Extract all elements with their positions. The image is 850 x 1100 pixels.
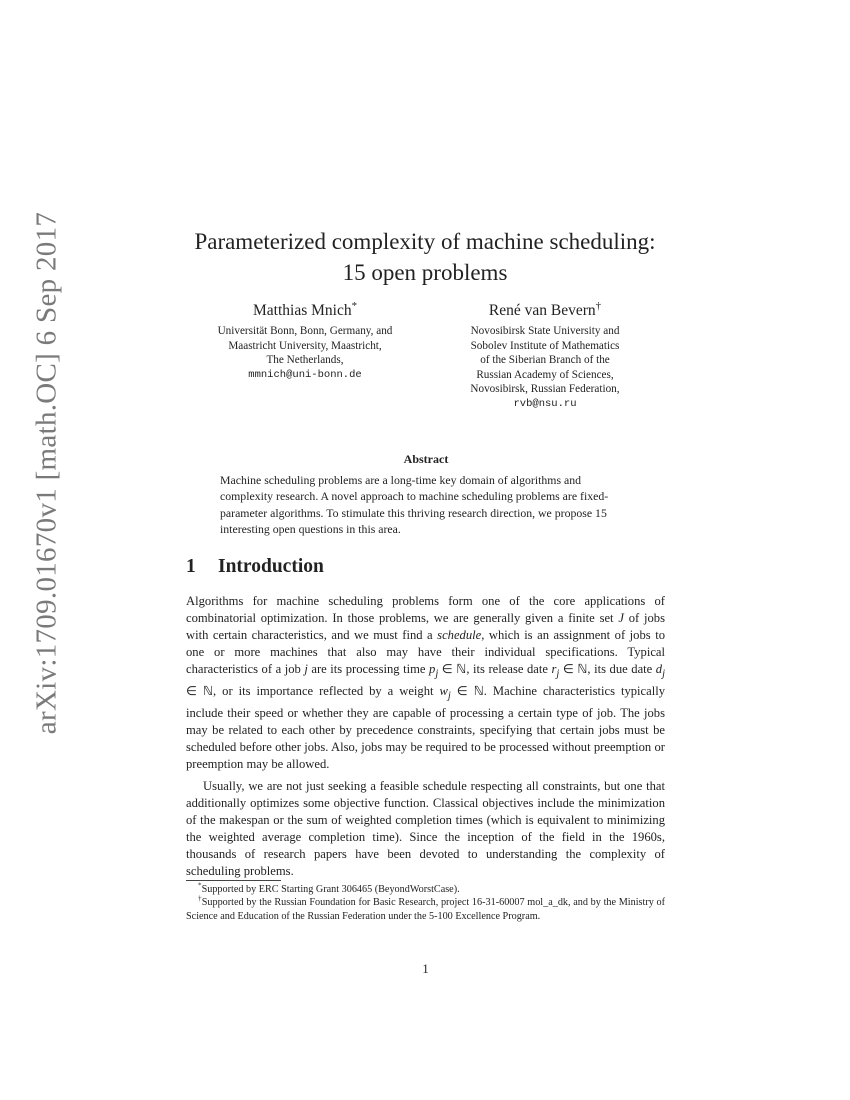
author-block-1 — [190, 299, 420, 382]
abstract-text: Machine scheduling problems are a long-time key domain of algorithms and complexity research. A novel approach to machine scheduling problems are fixed-parameter algorithms. To stimulate this thriving research direction, we propose 15 interesting open questions in this area. — [220, 473, 609, 536]
author-mark-2: † — [595, 299, 602, 312]
arxiv-identifier: arXiv:1709.01670v1 [math.OC] 6 Sep 2017 — [30, 211, 63, 735]
section-heading — [186, 556, 324, 578]
author-name-1: Matthias Mnich* — [252, 299, 357, 319]
author-affiliation-1: Universität Bonn, Bonn, Germany, and Maastricht University, Maastricht, The Netherlands, — [217, 325, 393, 367]
author-block-2 — [430, 299, 660, 412]
page-number: 1 — [422, 962, 429, 976]
paper-title — [160, 226, 690, 288]
author-affiliation-2: Novosibirsk State University and Sobolev Institute of Mathematics of the Siberian Branch of the Russian Academy of Sciences, Novosibirsk, Russian Federation, — [470, 325, 620, 396]
footnote-1: *Supported by ERC Starting Grant 306465 (BeyondWorstCase). — [198, 881, 460, 895]
author-name-2: René van Bevern† — [488, 299, 602, 319]
footnotes — [186, 883, 665, 923]
section-title: Introduction — [218, 556, 324, 577]
section-number: 1 — [186, 556, 196, 577]
title-line-1: Parameterized complexity of machine scheduling: — [194, 229, 656, 254]
abstract-heading: Abstract — [403, 452, 449, 466]
intro-paragraph-2: Usually, we are not just seeking a feasible schedule respecting all constraints, but one that additionally optimizes some objective function. Classical objectives include the minimization of the makespan or the sum of weighted completion times (which is equivalent to minimizing the weighted average completion time). Since the inception of the field in the 1960s, thousands of research papers have been devoted to understanding the complexity of scheduling problems. — [186, 779, 665, 878]
title-line-2: 15 open problems — [342, 260, 508, 285]
intro-paragraph-1: Algorithms for machine scheduling problems form one of the core applications of combinatorial optimization. In those problems, we are generally given a finite set J of jobs with certain characteristics, and we must find a schedule, which is an assignment of jobs to one or more machines that also may have their individual specifications. Typical characteristics of a job j are its processing time $p_j$ ∈ ℕ, its release date $r_j$ ∈ ℕ, its due date $d_j$ ∈ ℕ, or its importance reflected by a weight $w_j$ ∈ ℕ. Machine characteristics typically include their speed or whether they are capable of processing a certain type of job. The jobs may be related to each other by precedence constraints, specifying that certain jobs must be scheduled before other jobs. Also, jobs may be required to be processed without preemption or preemption may be allowed. — [186, 594, 666, 772]
footnote-2: †Supported by the Russian Foundation for Basic Research, project 16-31-60007 mol_a_dk, and by the Ministry of Science and Education of the Russian Federation under the 5-100 Excellence Program. — [186, 895, 666, 922]
author-email-2[interactable]: rvb@nsu.ru — [513, 397, 577, 410]
author-email-1[interactable]: mmnich@uni-bonn.de — [248, 368, 362, 381]
author-mark-1: * — [351, 299, 357, 312]
